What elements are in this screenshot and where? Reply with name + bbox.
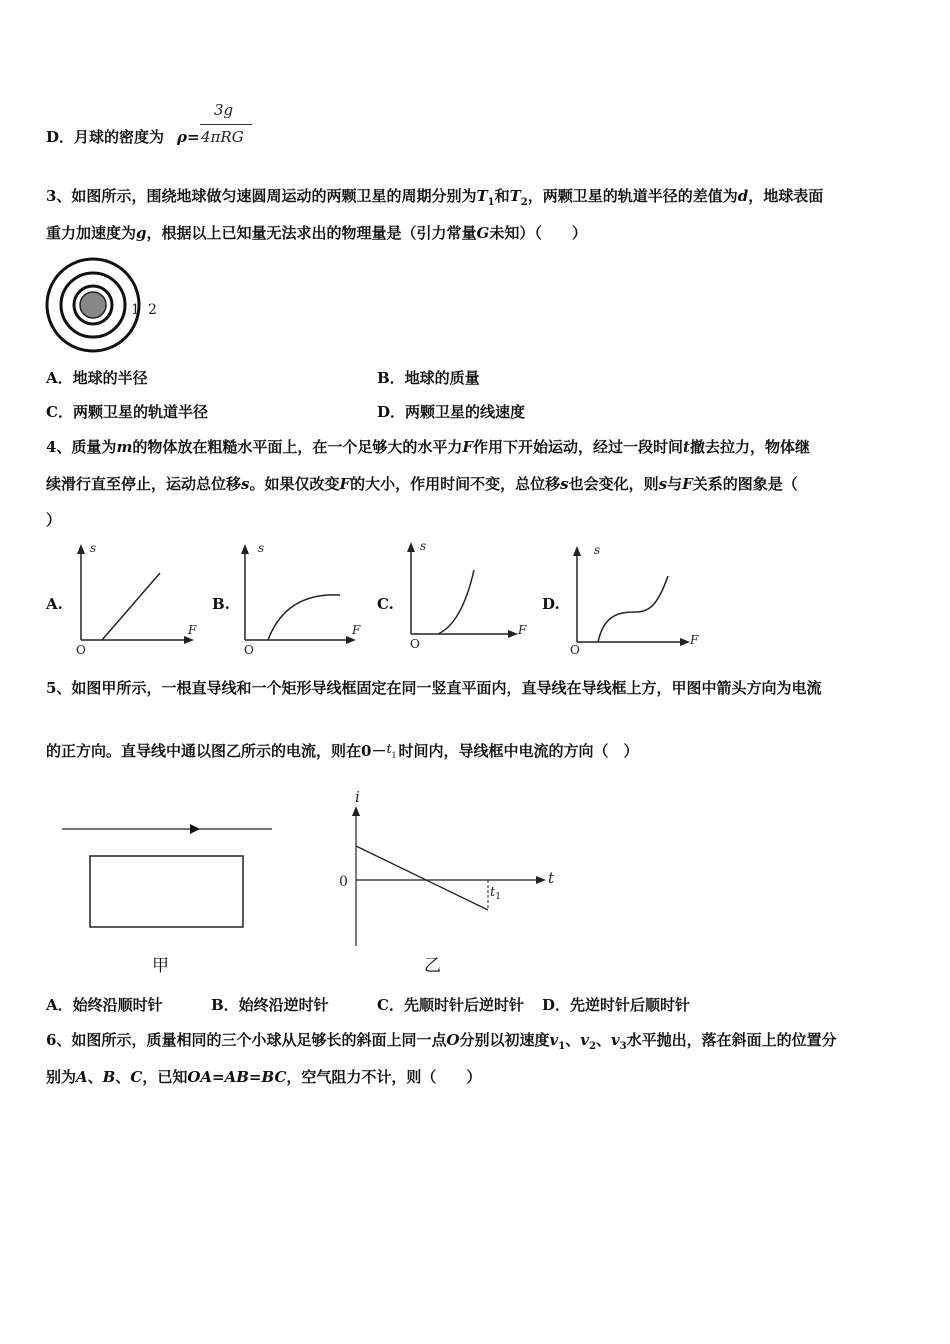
x-label: F	[188, 623, 197, 637]
q5-option-c[interactable]: C．先顺时针后逆时针	[377, 996, 524, 1014]
zero-label: 0	[339, 874, 348, 890]
q3-line-1	[46, 186, 823, 213]
graph-a-label[interactable]: A.	[46, 595, 63, 613]
var-t: t	[683, 438, 690, 456]
y-arrow	[407, 542, 415, 552]
var-m: m	[116, 438, 133, 456]
subscript: 1	[558, 1041, 566, 1052]
q5-text: 时间内，导线框中电流的方向（ ）	[398, 742, 639, 760]
earth	[80, 292, 106, 318]
subscript: 3	[619, 1041, 627, 1052]
y-label: s	[90, 541, 97, 555]
q3-text: ，根据以上已知量无法求出的物理量是（引力常量	[146, 224, 477, 242]
x-arrow	[508, 630, 518, 638]
orbit-label-1: 1	[131, 302, 140, 318]
subscript: 1	[487, 197, 495, 208]
q3-option-a[interactable]: A．地球的半径	[46, 369, 148, 387]
origin-label: O	[244, 643, 254, 657]
curve-c	[438, 570, 474, 634]
q4-line-2	[46, 474, 798, 494]
var-v: v	[549, 1031, 559, 1049]
q4-text: 撤去拉力，物体继	[689, 438, 810, 456]
current-line	[356, 846, 488, 910]
var-T: T	[509, 187, 521, 205]
var-C: C	[130, 1068, 143, 1086]
subscript: 1	[391, 751, 397, 760]
graph-b-label[interactable]: B.	[212, 595, 230, 613]
var-s: s	[241, 475, 250, 493]
i-label: i	[355, 788, 360, 806]
orbit-label-2: 2	[148, 302, 157, 318]
q3-text: ，地球表面	[748, 187, 824, 205]
q5-zero: 0－	[361, 742, 387, 760]
rho-symbol: ρ=	[177, 128, 200, 146]
q3-text: 和	[494, 187, 510, 205]
graph-b[interactable]	[236, 540, 371, 655]
graph-d-label[interactable]: D.	[542, 595, 560, 613]
x-arrow	[680, 638, 690, 646]
x-label: F	[518, 623, 527, 637]
var-O: O	[446, 1031, 460, 1049]
x-arrow	[184, 636, 194, 644]
curve-d	[598, 576, 668, 642]
subscript: 2	[588, 1041, 596, 1052]
var-d: d	[737, 187, 749, 205]
var-B: B	[102, 1068, 116, 1086]
q3-text: 3、如图所示，围绕地球做匀速圆周运动的两颗卫星的周期分别为	[46, 187, 477, 205]
q3-text: ，两颗卫星的轨道半径的差值为	[527, 187, 738, 205]
i-arrow	[352, 806, 360, 816]
q6-line-1	[46, 1030, 837, 1057]
q5-option-a[interactable]: A．始终沿顺时针	[46, 996, 163, 1014]
x-label: F	[690, 633, 699, 647]
subscript: 2	[520, 197, 528, 208]
origin-label: O	[76, 643, 86, 657]
y-label: s	[420, 539, 427, 553]
q5-text: 的正方向。直导线中通以图乙所示的电流，则在	[46, 742, 362, 760]
x-arrow	[346, 636, 356, 644]
rectangular-loop	[90, 856, 243, 927]
q4-line-3: ）	[46, 511, 62, 529]
var-s: s	[658, 475, 668, 493]
relation: OA=AB=BC	[187, 1068, 287, 1086]
q5-line-2	[46, 741, 638, 761]
var-F: F	[462, 438, 473, 456]
q6-text: 6、如图所示，质量相同的三个小球从足够长的斜面上同一点	[46, 1031, 447, 1049]
q6-text: ，已知	[142, 1068, 188, 1086]
q4-line-1	[46, 437, 810, 457]
q6-text: 、	[595, 1031, 611, 1049]
fraction-denominator: 4πRG	[201, 128, 244, 146]
var-T: T	[476, 187, 488, 205]
x-label: F	[352, 623, 361, 637]
graph-d[interactable]	[568, 542, 703, 657]
graph-a[interactable]	[72, 540, 207, 655]
fraction-numerator: 3g	[214, 101, 234, 119]
y-arrow	[77, 544, 85, 554]
y-arrow	[573, 546, 581, 556]
curve-b	[268, 595, 340, 640]
q4-text: 的大小，作用时间不变，总位移	[350, 475, 561, 493]
figure-yi	[330, 788, 560, 953]
origin-label: O	[410, 637, 420, 651]
origin-label: O	[570, 643, 580, 657]
fraction-bar	[200, 124, 252, 125]
var-v: v	[610, 1031, 620, 1049]
q4-text: 4、质量为	[46, 438, 117, 456]
curve-a	[102, 573, 160, 640]
q6-text: 、	[565, 1031, 581, 1049]
q4-text: 。如果仅改变	[249, 475, 340, 493]
q6-line-2	[46, 1067, 481, 1087]
q4-text: 的物体放在粗糙水平面上，在一个足够大的水平力	[132, 438, 463, 456]
q4-text: 续滑行直至停止，运动总位移	[46, 475, 242, 493]
var-s: s	[560, 475, 569, 493]
q3-line-2	[46, 223, 587, 243]
q6-text: 分别以初速度	[459, 1031, 550, 1049]
q4-text: 与	[667, 475, 683, 493]
q4-text: 也会变化，则	[568, 475, 659, 493]
orbit-diagram	[44, 259, 174, 355]
q6-text: 、	[87, 1068, 103, 1086]
q3-text: 重力加速度为	[46, 224, 137, 242]
var-g: g	[136, 224, 147, 242]
y-label: s	[258, 541, 265, 555]
var-t: t	[386, 742, 392, 757]
figure-jia-label: 甲	[152, 956, 169, 976]
t1-label: $t_1$	[490, 885, 501, 902]
y-arrow	[241, 544, 249, 554]
q4-text: 关系的图象是（	[692, 475, 798, 493]
current-arrow	[190, 824, 200, 834]
var-F: F	[682, 475, 693, 493]
var-G: G	[476, 224, 490, 242]
graph-c[interactable]	[402, 538, 537, 653]
figure-jia	[60, 818, 280, 938]
q6-text: 别为	[46, 1068, 77, 1086]
var-A: A	[76, 1068, 88, 1086]
q3-option-b[interactable]: B．地球的质量	[377, 369, 480, 387]
var-v: v	[580, 1031, 589, 1049]
q6-text: 水平抛出，落在斜面上的位置分	[626, 1031, 837, 1049]
figure-yi-label: 乙	[424, 956, 441, 976]
q6-text: ，空气阻力不计，则（ ）	[286, 1068, 482, 1086]
q5-option-b[interactable]: B．始终沿逆时针	[211, 996, 329, 1014]
q3-option-d[interactable]: D．两颗卫星的线速度	[377, 403, 526, 421]
q2-option-d-prefix: D．月球的密度为	[46, 128, 165, 146]
t-label: t	[548, 869, 555, 887]
t-arrow	[536, 876, 546, 884]
q5-option-d[interactable]: D．先逆时针后顺时针	[542, 996, 691, 1014]
q5-line-1: 5、如图甲所示，一根直导线和一个矩形导线框固定在同一竖直平面内，直导线在导线框上方，甲图中箭头方向为电流	[46, 679, 822, 697]
var-F: F	[339, 475, 351, 493]
y-label: s	[594, 543, 601, 557]
q3-option-c[interactable]: C．两颗卫星的轨道半径	[46, 403, 208, 421]
q3-text: 未知）（ ）	[489, 224, 587, 242]
graph-c-label[interactable]: C.	[377, 595, 394, 613]
q6-text: 、	[115, 1068, 131, 1086]
q4-text: 作用下开始运动，经过一段时间	[472, 438, 683, 456]
